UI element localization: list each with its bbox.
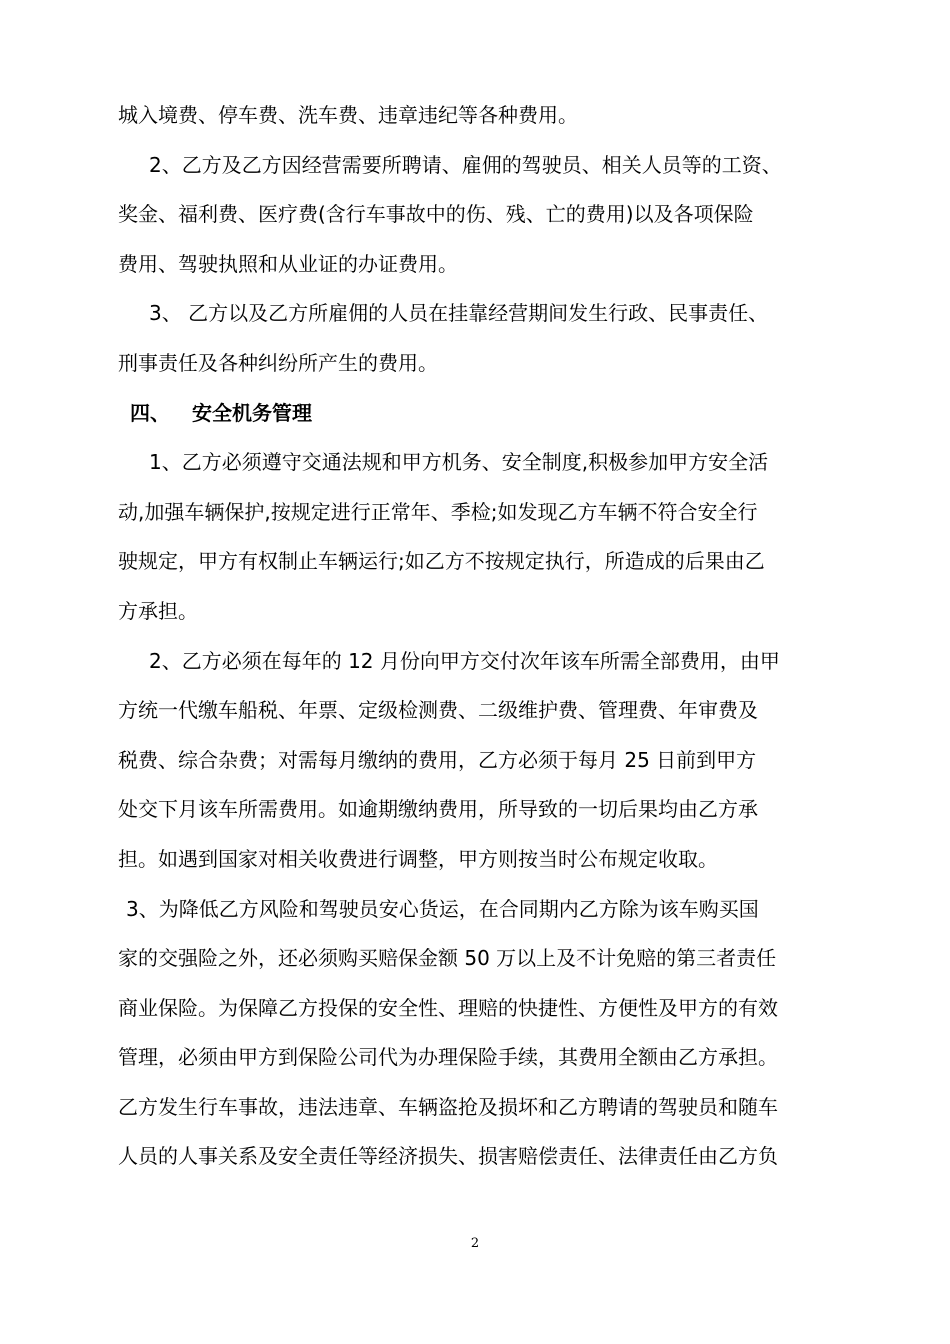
section-clause-1-line-1: 1、乙方必须遵守交通法规和甲方机务、安全制度,积极参加甲方安全活	[149, 450, 769, 475]
section-clause-3-line-5: 乙方发生行车事故，违法违章、车辆盗抢及损坏和乙方聘请的驾驶员和随车	[118, 1094, 778, 1119]
section-clause-2-line-1: 2、乙方必须在每年的 12 月份向甲方交付次年该车所需全部费用，由甲	[149, 648, 780, 673]
page-number: 2	[470, 1236, 480, 1251]
section-clause-3-line-3: 商业保险。为保障乙方投保的安全性、理赔的快捷性、方便性及甲方的有效	[118, 995, 778, 1020]
section-clause-2-line-5: 担。如遇到国家对相关收费进行调整，甲方则按当时公布规定收取。	[118, 846, 718, 871]
section-heading-number: 四、	[130, 400, 170, 425]
clause-2-line-1: 2、乙方及乙方因经营需要所聘请、雇佣的驾驶员、相关人员等的工资、	[149, 152, 782, 177]
section-clause-2-line-4: 处交下月该车所需费用。如逾期缴纳费用，所导致的一切后果均由乙方承	[118, 797, 758, 822]
section-clause-2-line-3: 税费、综合杂费；对需每月缴纳的费用，乙方必须于每月 25 日前到甲方	[118, 747, 757, 772]
section-clause-2-line-2: 方统一代缴车船税、年票、定级检测费、二级维护费、管理费、年审费及	[118, 698, 758, 723]
section-clause-3-line-1: 3、为降低乙方风险和驾驶员安心货运，在合同期内乙方除为该车购买国	[126, 896, 759, 921]
clause-2-line-2: 奖金、福利费、医疗费(含行车事故中的伤、残、亡的费用)以及各项保险	[118, 202, 754, 227]
clause-3-line-1: 3、 乙方以及乙方所雇佣的人员在挂靠经营期间发生行政、民事责任、	[149, 301, 769, 326]
section-clause-1-line-3: 驶规定，甲方有权制止车辆运行;如乙方不按规定执行，所造成的后果由乙	[118, 549, 765, 574]
text-line: 城入境费、停车费、洗车费、违章违纪等各种费用。	[118, 103, 578, 127]
document-body	[118, 91, 860, 1182]
section-clause-1-line-2: 动,加强车辆保护,按规定进行正常年、季检;如发现乙方车辆不符合安全行	[118, 499, 758, 524]
section-clause-3-line-6: 人员的人事关系及安全责任等经济损失、损害赔偿责任、法律责任由乙方负	[118, 1144, 778, 1169]
section-heading-title: 安全机务管理	[192, 400, 312, 425]
section-clause-3-line-4: 管理，必须由甲方到保险公司代为办理保险手续，其费用全额由乙方承担。	[118, 1045, 778, 1070]
section-clause-1-line-4: 方承担。	[118, 598, 198, 623]
clause-2-line-3: 费用、驾驶执照和从业证的办证费用。	[118, 251, 458, 276]
section-heading	[118, 389, 860, 439]
clause-3-line-2: 刑事责任及各种纠纷所产生的费用。	[118, 350, 438, 375]
section-clause-3-line-2: 家的交强险之外，还必须购买赔保金额 50 万以上及不计免赔的第三者责任	[118, 946, 777, 971]
